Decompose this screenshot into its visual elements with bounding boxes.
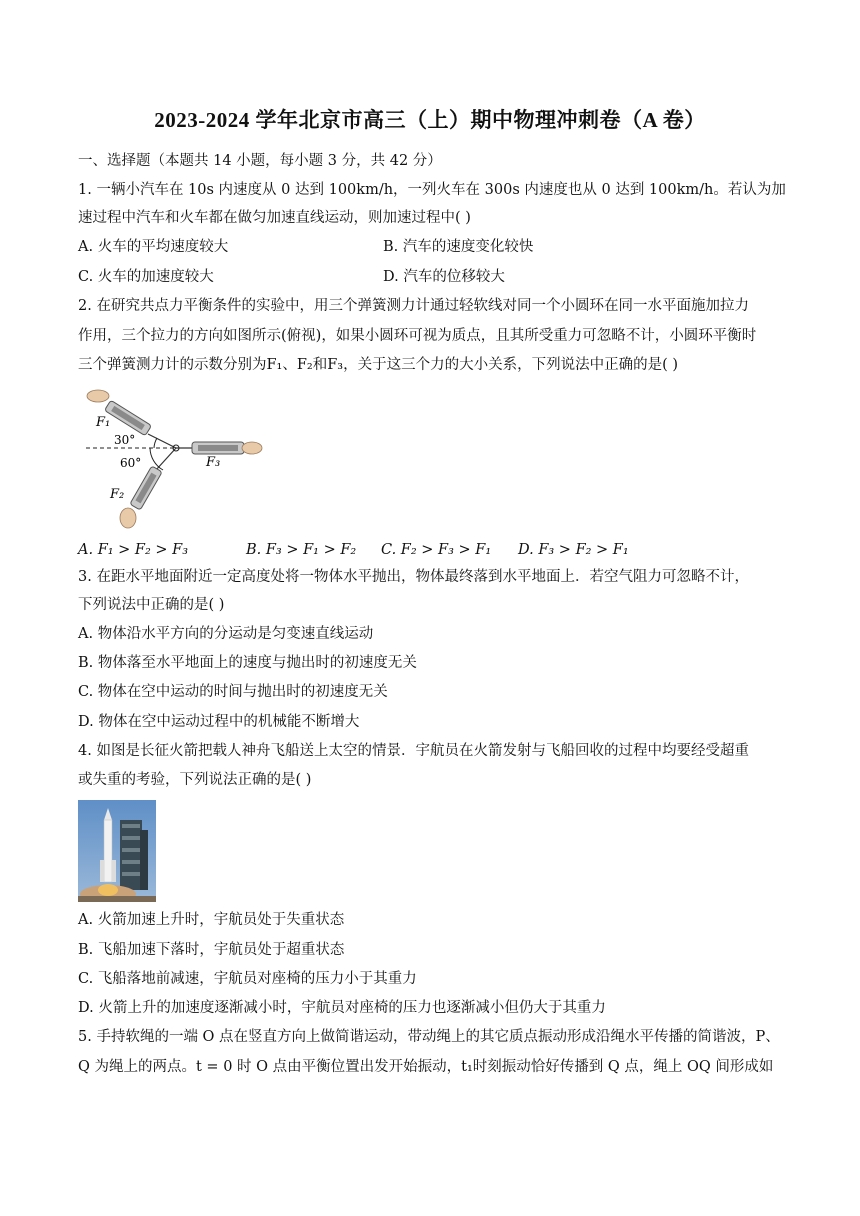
hand-icon [87,390,109,402]
q1-option-c: C. 火车的加速度较大 [78,269,214,285]
q2-text-line1: 2. 在研究共点力平衡条件的实验中，用三个弹簧测力计通过轻软线对同一个小圆环在同一水平面施加拉力 [78,298,749,314]
q3-text-line1: 3. 在距水平地面附近一定高度处将一物体水平抛出，物体最终落到水平地面上．若空气阻力可忽略不计， [78,569,749,585]
spring-scale-f2-icon [130,466,162,510]
label-angle-30: 30° [114,433,136,447]
q1-option-d: D. 汽车的位移较大 [383,269,505,285]
q5-text-line2: Q 为绳上的两点。t = 0 时 O 点由平衡位置出发开始振动，t₁时刻振动恰好传播到 Q 点，绳上 OQ 间形成如 [78,1059,774,1075]
q2-text-line3: 三个弹簧测力计的示数分别为F₁、F₂和F₃，关于这三个力的大小关系，下列说法中正确的是( ) [78,357,679,373]
q3-option-c: C. 物体在空中运动的时间与抛出时的初速度无关 [78,684,388,700]
spring-scale-f3-icon [192,442,244,454]
q4-option-c: C. 飞船落地前减速，宇航员对座椅的压力小于其重力 [78,971,417,987]
q1-text-line1: 1. 一辆小汽车在 10s 内速度从 0 达到 100km/h，一列火车在 300s 内速度也从 0 达到 100km/h。若认为加 [78,182,786,198]
q1-text-line2: 速过程中汽车和火车都在做匀加速直线运动，则加速过程中( ) [78,210,471,226]
q4-option-d: D. 火箭上升的加速度逐渐减小时，宇航员对座椅的压力也逐渐减小但仍大于其重力 [78,1000,606,1016]
q3-option-d: D. 物体在空中运动过程中的机械能不断增大 [78,714,360,730]
hand-icon [242,442,262,454]
q3-option-a: A. 物体沿水平方向的分运动是匀变速直线运动 [78,626,374,642]
q4-option-a: A. 火箭加速上升时，宇航员处于失重状态 [78,912,345,928]
page-title: 2023-2024 学年北京市高三（上）期中物理冲刺卷（A 卷） [154,108,706,132]
rocket-launch-photo [78,800,156,902]
q4-text-line1: 4. 如图是长征火箭把载人神舟飞船送上太空的情景．宇航员在火箭发射与飞船回收的过程中均要经受超重 [78,743,749,759]
q2-option-c: C. F₂ > F₃ > F₁ [381,542,492,558]
q2-option-d: D. F₃ > F₂ > F₁ [518,542,629,558]
q1-option-b: B. 汽车的速度变化较快 [383,239,534,255]
label-f3: F₃ [206,455,221,470]
q4-option-b: B. 飞船加速下落时，宇航员处于超重状态 [78,942,345,958]
force-diagram [84,384,264,530]
label-angle-60: 60° [120,456,142,470]
q4-text-line2: 或失重的考验，下列说法正确的是( ) [78,772,312,788]
q5-text-line1: 5. 手持软绳的一端 O 点在竖直方向上做简谐运动，带动绳上的其它质点振动形成沿绳水平传播的简谐波，P、 [78,1029,780,1045]
q2-text-line2: 作用，三个拉力的方向如图所示(俯视)，如果小圆环可视为质点，且其所受重力可忽略不计，小圆环平衡时 [78,328,757,344]
spring-scale-f1-icon [104,400,151,436]
hand-icon [120,508,136,528]
label-f1: F₁ [96,415,111,430]
q2-option-a: A. F₁ > F₂ > F₃ [78,542,189,558]
q3-option-b: B. 物体落至水平地面上的速度与抛出时的初速度无关 [78,655,417,671]
q1-option-a: A. 火车的平均速度较大 [78,239,229,255]
q2-option-b: B. F₃ > F₁ > F₂ [246,542,357,558]
label-f2: F₂ [110,487,125,502]
q3-text-line2: 下列说法中正确的是( ) [78,597,225,613]
section-heading: 一、选择题（本题共 14 小题，每小题 3 分，共 42 分） [78,153,442,169]
